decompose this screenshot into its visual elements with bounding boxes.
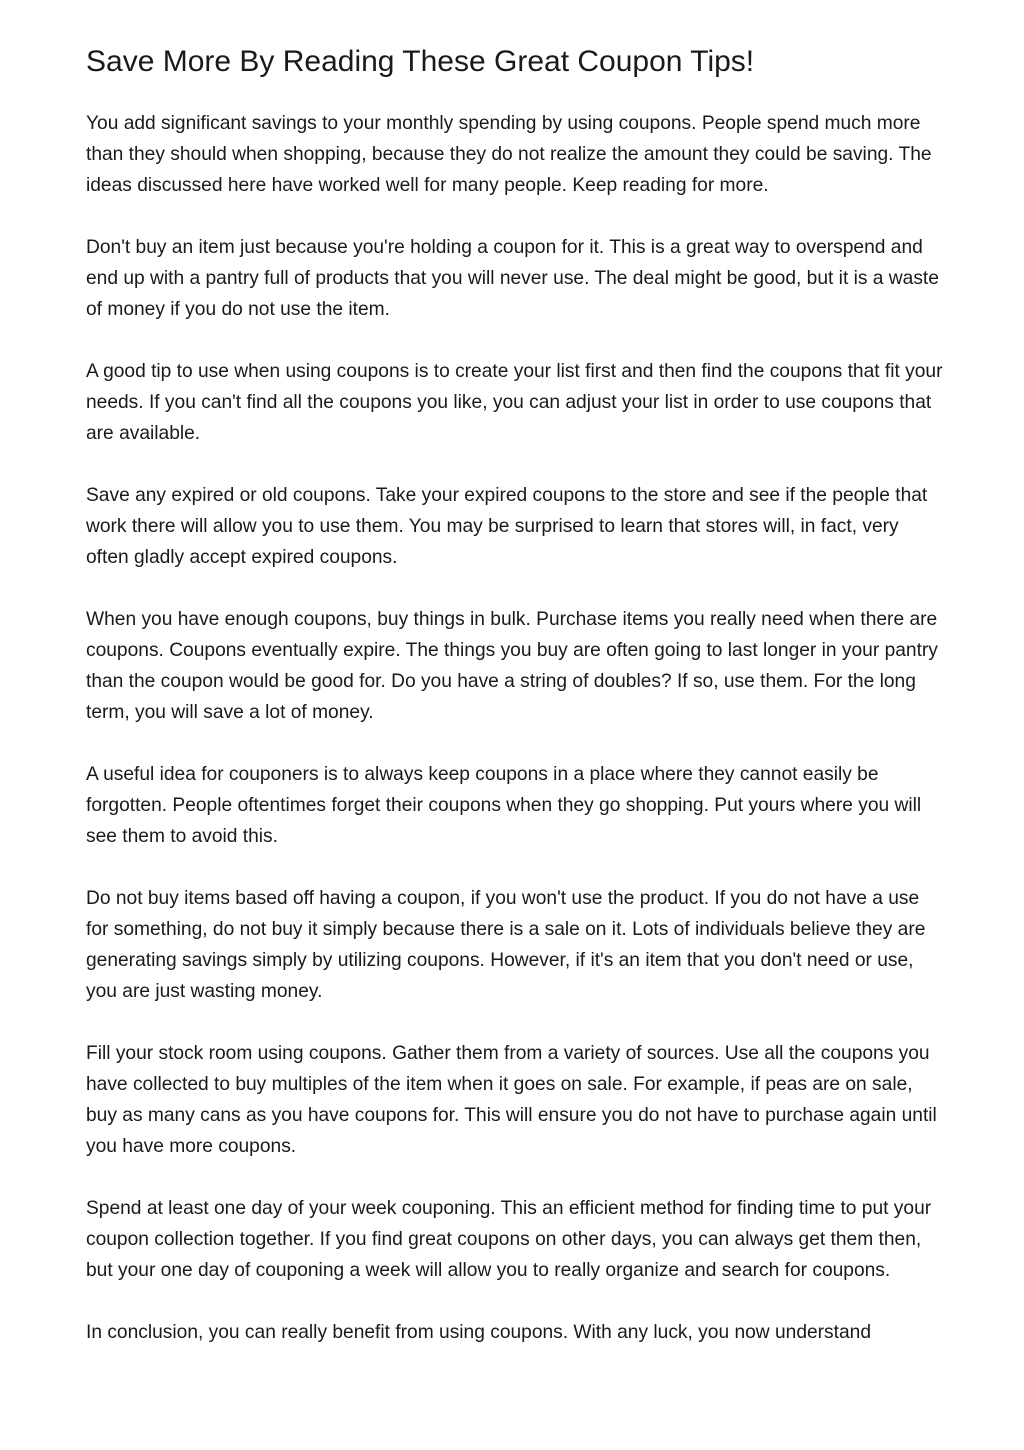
paragraph-6: A useful idea for couponers is to always keep coupons in a place where they cannot easily be forgotten. People oftentimes forget their coupons when they go shopping. Put yours where you will see them to avoid this.: [86, 764, 922, 847]
paragraph-9: Spend at least one day of your week couponing. This an efficient method for finding time to put your coupon collection together. If you find great coupons on other days, you can always get them then, but your one day of couponing a week will allow you to really organize and search for coupons.: [86, 1198, 932, 1281]
paragraph-4: Save any expired or old coupons. Take your expired coupons to the store and see if the people that work there will allow you to use them. You may be surprised to learn that stores will, in fact, very often gladly accept expired coupons.: [86, 485, 928, 568]
paragraph-7: Do not buy items based off having a coupon, if you won't use the product. If you do not have a use for something, do not buy it simply because there is a sale on it. Lots of individuals believe they are generating savings simply by utilizing coupons. However, if it's an item that you don't need or use, you are just wasting money.: [86, 888, 926, 1002]
paragraph-2: Don't buy an item just because you're holding a coupon for it. This is a great way to overspend and end up with a pantry full of products that you will never use. The deal might be good, but it is a waste of money if you do not use the item.: [86, 237, 939, 320]
document-page: [86, 44, 946, 1379]
paragraph-1: You add significant savings to your monthly spending by using coupons. People spend much more than they should when shopping, because they do not realize the amount they could be saving. The ideas discussed here have worked well for many people. Keep reading for more.: [86, 113, 932, 196]
paragraph-5: When you have enough coupons, buy things in bulk. Purchase items you really need when there are coupons. Coupons eventually expire. The things you buy are often going to last longer in your pantry than the coupon would be good for. Do you have a string of doubles? If so, use them. For the long term, you will save a lot of money.: [86, 609, 938, 723]
document-title: Save More By Reading These Great Coupon Tips!: [86, 45, 755, 78]
paragraph-8: Fill your stock room using coupons. Gather them from a variety of sources. Use all the coupons you have collected to buy multiples of the item when it goes on sale. For example, if peas are on sale, buy as many cans as you have coupons for. This will ensure you do not have to purchase again until you have more coupons.: [86, 1043, 937, 1157]
paragraph-3: A good tip to use when using coupons is to create your list first and then find the coupons that fit your needs. If you can't find all the coupons you like, you can adjust your list in order to use coupons that are available.: [86, 361, 943, 444]
paragraph-10: In conclusion, you can really benefit from using coupons. With any luck, you now understand: [86, 1322, 871, 1343]
